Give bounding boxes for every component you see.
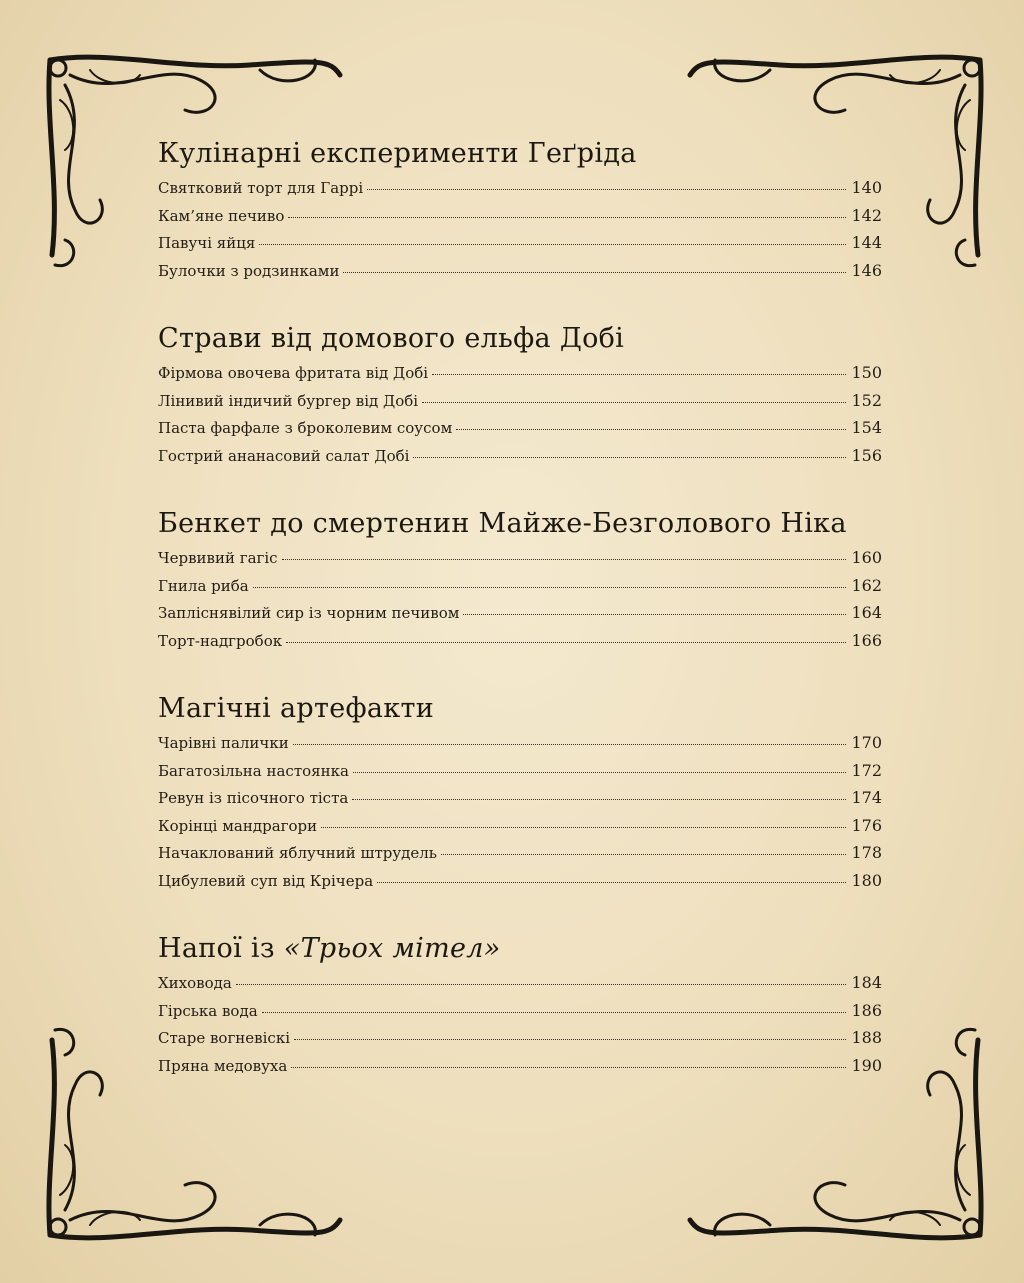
entry-title: Паста фарфале з броколевим соусом	[158, 419, 453, 437]
page-number: 144	[851, 233, 882, 252]
page-number: 162	[851, 575, 882, 595]
toc-entry[interactable]	[158, 973, 882, 1001]
dot-leader	[286, 642, 846, 643]
section-title: Магічні артефакти	[158, 693, 435, 724]
entry-title: Лінивий індичий бургер від Добі	[158, 391, 419, 410]
dot-leader	[456, 429, 846, 430]
toc-entry[interactable]	[158, 446, 882, 474]
page-number: 140	[851, 178, 882, 197]
dot-leader	[259, 244, 846, 245]
toc-entry[interactable]	[158, 843, 882, 871]
toc-entry[interactable]	[158, 733, 882, 761]
entry-title: Гострий ананасовий салат Добі	[158, 446, 410, 465]
section-title-italic: «Трьох мітел»	[283, 933, 501, 964]
page-number: 190	[851, 1055, 882, 1075]
page-number: 164	[851, 603, 882, 622]
page-number: 180	[851, 870, 882, 890]
entry-title: Запліснявілий сир із чорним печивом	[158, 604, 460, 622]
entry-title: Булочки з родзинками	[158, 261, 340, 280]
dot-leader	[413, 457, 846, 458]
entry-title: Начаклований яблучний штрудель	[158, 844, 437, 862]
toc-entry[interactable]	[158, 603, 882, 631]
toc-entry[interactable]	[158, 761, 882, 789]
toc-entry[interactable]	[158, 1056, 882, 1084]
toc-entry[interactable]	[158, 363, 882, 391]
page-number: 152	[851, 390, 882, 410]
page-number: 176	[851, 815, 882, 835]
section-title	[158, 931, 882, 967]
page-number: 156	[851, 445, 882, 465]
entry-title: Святковий торт для Гаррі	[158, 179, 364, 197]
dot-leader	[293, 744, 846, 745]
toc-entry[interactable]	[158, 631, 882, 659]
entry-title: Гнила риба	[158, 576, 249, 595]
dot-leader	[463, 614, 846, 615]
toc-entry[interactable]	[158, 391, 882, 419]
entry-title: Багатозільна настоянка	[158, 761, 349, 780]
dot-leader	[321, 827, 846, 828]
toc-entry[interactable]	[158, 1028, 882, 1056]
entry-title: Пряна медовуха	[158, 1056, 288, 1075]
toc-entry[interactable]	[158, 788, 882, 816]
page-number: 146	[851, 260, 882, 280]
entry-title: Цибулевий суп від Крічера	[158, 871, 374, 890]
page-number: 154	[851, 418, 882, 437]
entry-title: Фірмова овочева фритата від Добі	[158, 364, 429, 382]
dot-leader	[343, 272, 846, 273]
dot-leader	[422, 402, 846, 403]
entry-title: Старе вогневіскі	[158, 1029, 290, 1047]
dot-leader	[432, 374, 846, 375]
toc-entry[interactable]	[158, 233, 882, 261]
dot-leader	[353, 772, 846, 773]
page-number: 142	[851, 205, 882, 225]
toc-entry[interactable]	[158, 418, 882, 446]
toc-entry[interactable]	[158, 206, 882, 234]
page-number: 178	[851, 843, 882, 862]
toc-entry[interactable]	[158, 548, 882, 576]
page-number: 186	[851, 1000, 882, 1020]
page-number: 184	[851, 973, 882, 992]
dot-leader	[377, 882, 846, 883]
dot-leader	[282, 559, 846, 560]
section-title: Кулінарні експерименти Геґріда	[158, 138, 637, 169]
entry-title: Ревун із пісочного тіста	[158, 789, 349, 807]
dot-leader	[291, 1067, 846, 1068]
toc-section	[158, 321, 882, 473]
entry-title: Гірська вода	[158, 1001, 258, 1020]
dot-leader	[441, 854, 846, 855]
page-number: 160	[851, 548, 882, 567]
table-of-contents	[158, 136, 882, 1116]
toc-section	[158, 931, 882, 1083]
dot-leader	[294, 1039, 846, 1040]
entry-title: Кам’яне печиво	[158, 206, 285, 225]
page-number: 170	[851, 733, 882, 752]
page-number: 172	[851, 760, 882, 780]
entry-title: Корінці мандрагори	[158, 816, 318, 835]
toc-entry[interactable]	[158, 816, 882, 844]
toc-entry[interactable]	[158, 261, 882, 289]
toc-section	[158, 136, 882, 288]
entry-title: Чарівні палички	[158, 734, 289, 752]
toc-entry[interactable]	[158, 871, 882, 899]
section-title: Бенкет до смертенин Майже-Безголового Ніка	[158, 508, 847, 539]
dot-leader	[352, 799, 846, 800]
page-number: 166	[851, 630, 882, 650]
page-number: 150	[851, 363, 882, 382]
toc-section	[158, 691, 882, 898]
entry-title: Торт-надгробок	[158, 631, 283, 650]
toc-entry[interactable]	[158, 178, 882, 206]
entry-title: Павучі яйця	[158, 234, 256, 252]
section-title-plain: Напої із	[158, 933, 284, 964]
toc-entry[interactable]	[158, 576, 882, 604]
entry-title: Червивий гагіс	[158, 549, 278, 567]
entry-title: Хиховода	[158, 974, 232, 992]
dot-leader	[253, 587, 846, 588]
toc-entry[interactable]	[158, 1001, 882, 1029]
page-number: 174	[851, 788, 882, 807]
page-number: 188	[851, 1028, 882, 1047]
dot-leader	[262, 1012, 846, 1013]
dot-leader	[367, 189, 846, 190]
section-title: Страви від домового ельфа Добі	[158, 323, 625, 354]
toc-section	[158, 506, 882, 658]
dot-leader	[236, 984, 846, 985]
dot-leader	[288, 217, 846, 218]
